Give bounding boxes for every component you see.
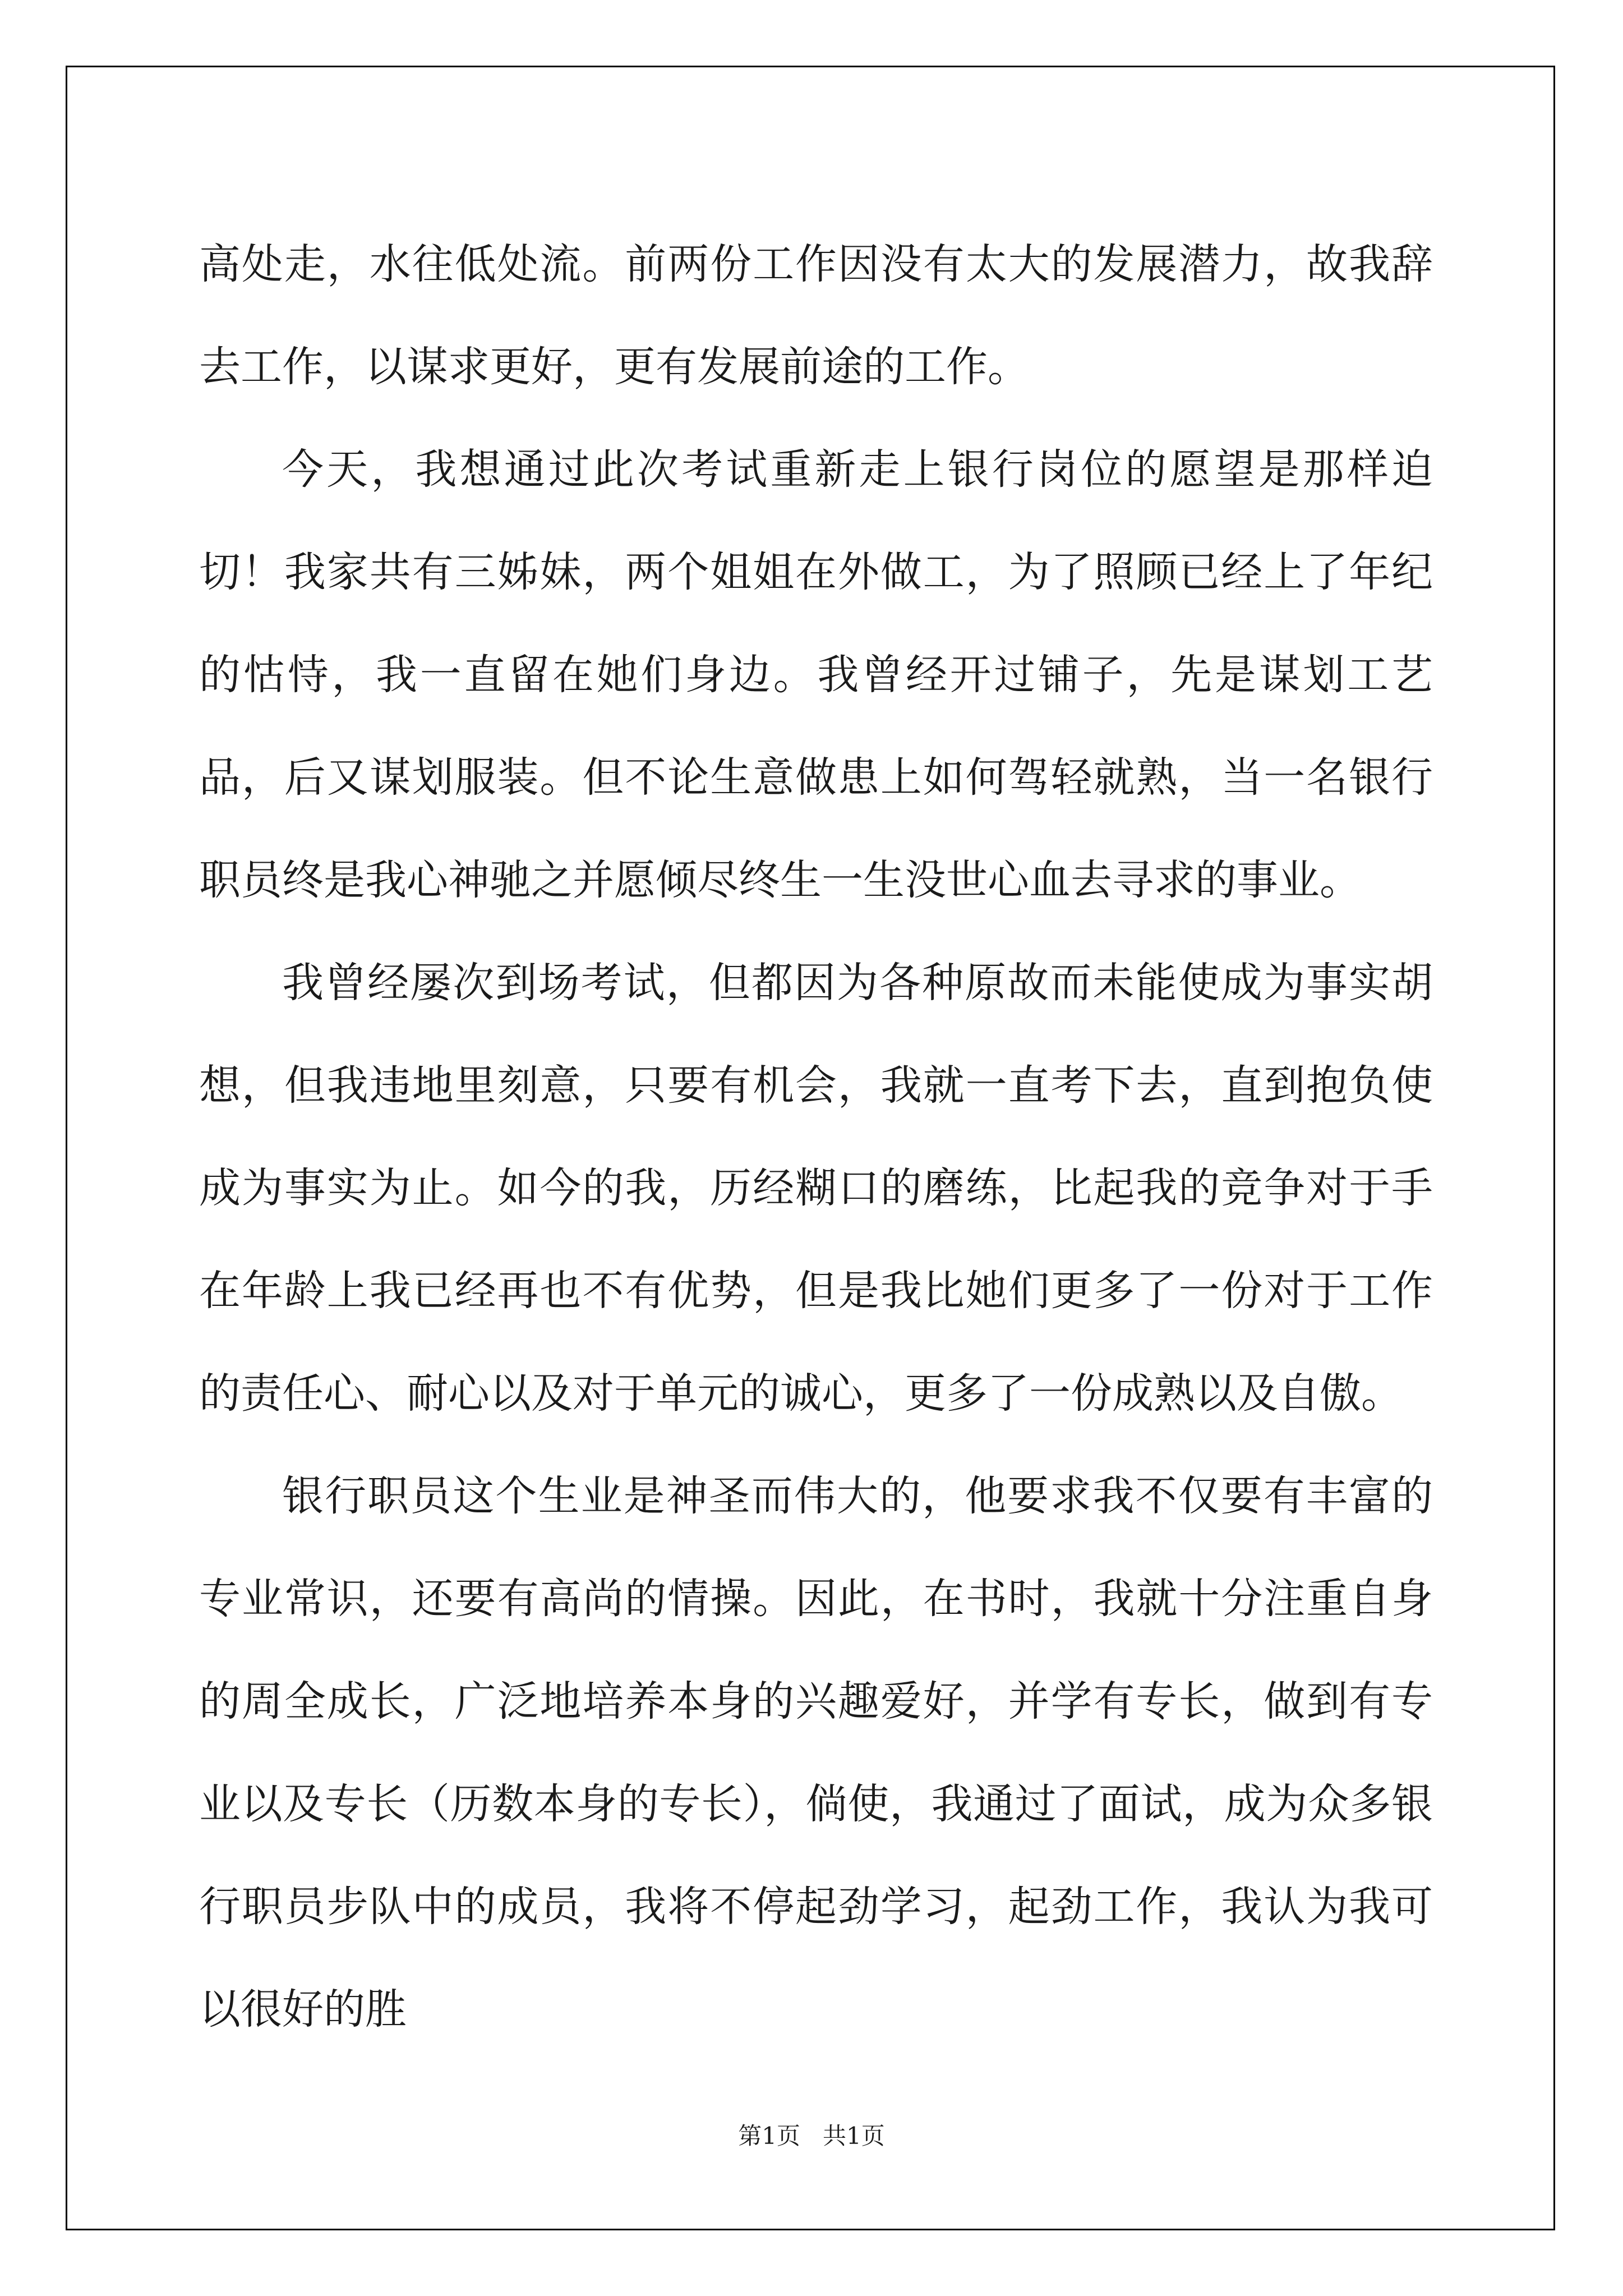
document-body [199,213,1433,2061]
paragraph-2: 今天，我想通过此次考试重新走上银行岗位的愿望是那样迫切！我家共有三姊妹，两个姐姐在外做工，为了照顾已经上了年纪的怙恃，我一直留在她们身边。我曾经开过铺子，先是谋划工艺品，后又谋划服装。但不论生意做患上如何驾轻就熟，当一名银行职员终是我心神驰之并愿倾尽终生一生没世心血去寻求的事业。 [199,445,1433,904]
paragraph-4: 银行职员这个生业是神圣而伟大的，他要求我不仅要有丰富的专业常识，还要有高尚的情操。因此，在书时，我就十分注重自身的周全成长，广泛地培养本身的兴趣爱好，并学有专长，做到有专业以及专长（历数本身的专长），倘使，我通过了面试，成为众多银行职员步队中的成员，我将不停起劲学习，起劲工作，我认为我可以很好的胜 [199,1472,1433,2033]
page-number-footer: 第1页 共1页 [738,2122,885,2150]
paragraph-1: 高处走，水往低处流。前两份工作因没有太大的发展潜力，故我辞去工作，以谋求更好，更有发展前途的工作。 [199,240,1433,391]
paragraph-3: 我曾经屡次到场考试，但都因为各种原故而未能使成为事实胡想，但我违地里刻意，只要有机会，我就一直考下去，直到抱负使成为事实为止。如今的我，历经糊口的磨练，比起我的竞争对于手在年龄上我已经再也不有优势，但是我比她们更多了一份对于工作的责任心、耐心以及对于单元的诚心，更多了一份成熟以及自傲。 [199,959,1433,1418]
